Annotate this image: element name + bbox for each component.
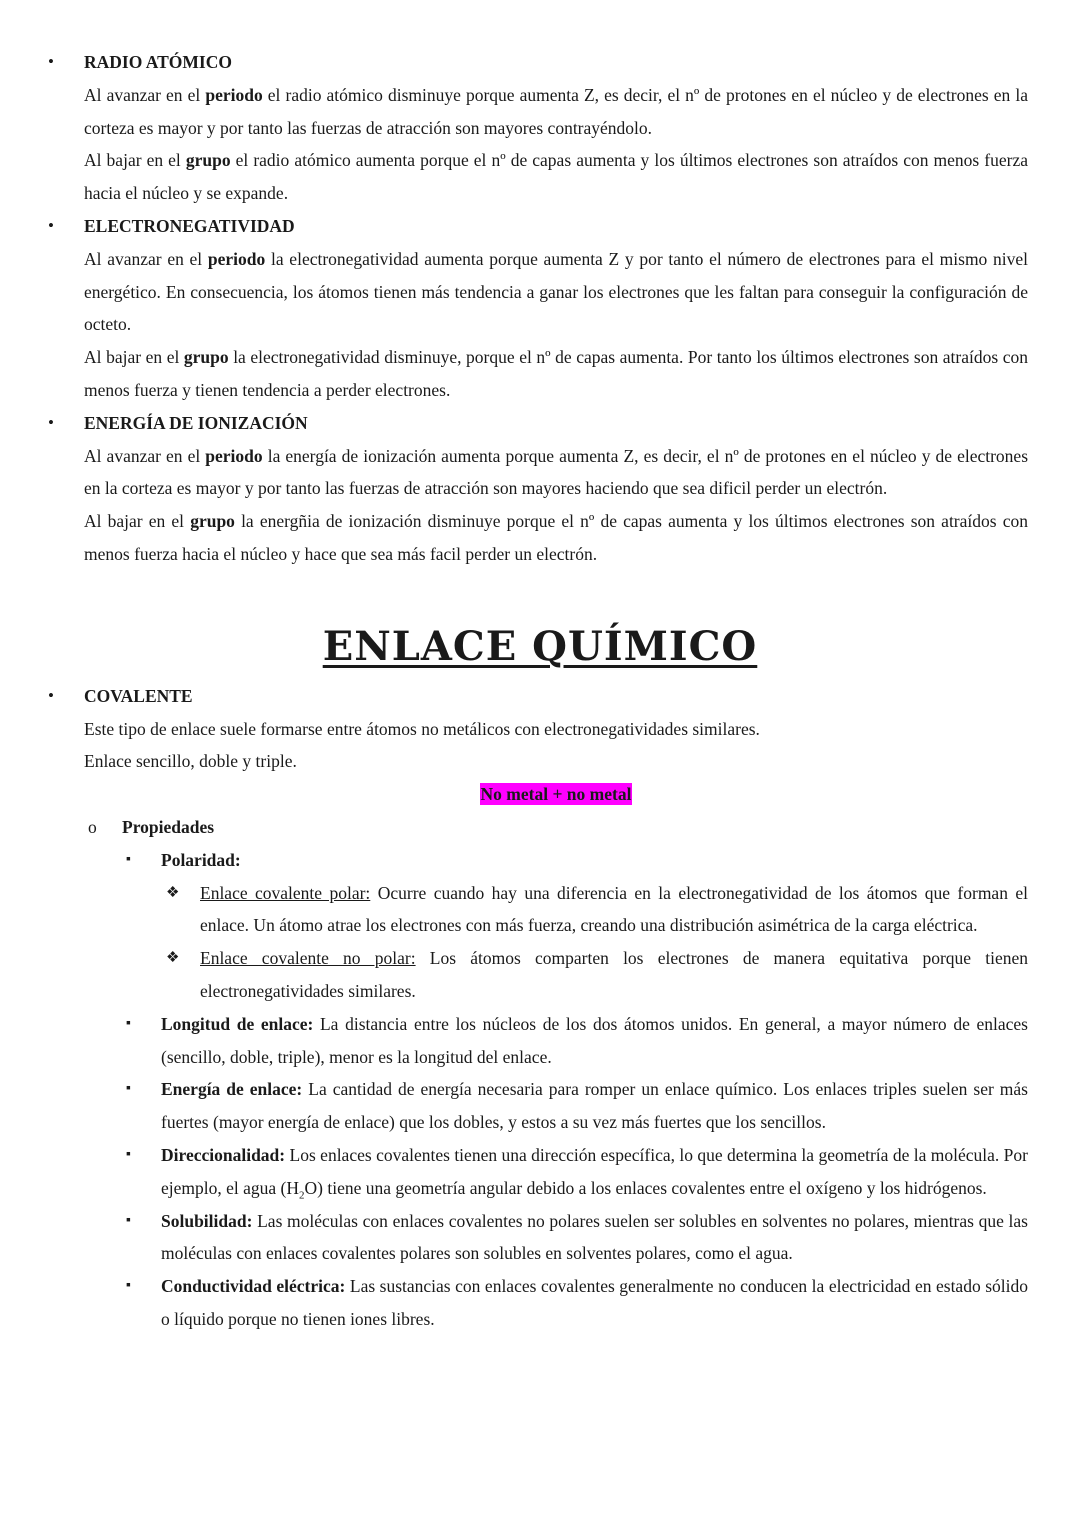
bullet-icon: • xyxy=(48,215,54,235)
longitud-item xyxy=(0,1008,1080,1074)
paragraph: Enlace sencillo, doble y triple. xyxy=(84,751,297,772)
paragraph: Al avanzar en el periodo el radio atómico disminuye porque aumenta Z, es decir, el nº de protones en el núcleo y de electrones en la corteza es mayor y por tanto las fuerzas de atracción son mayores contrayéndolo. xyxy=(84,84,1029,138)
square-bullet-icon: ▪ xyxy=(126,1015,131,1031)
paragraph: Al avanzar en el periodo la electronegatividad aumenta porque aumenta Z y por tanto el número de electrones para el mismo nivel energético. En consecuencia, los átomos tienen más tendencia a ganar los electrones que les faltan para conseguir la configuración de octeto. xyxy=(84,248,1028,335)
section-energia-ionizacion xyxy=(0,407,1080,571)
paragraph: Conductividad eléctrica: Las sustancias con enlaces covalentes generalmente no conducen la electricidad en estado sólido o líquido porque no tienen iones libres. xyxy=(161,1276,1028,1329)
circle-bullet-icon: o xyxy=(88,816,97,837)
bullet-icon: • xyxy=(48,685,54,705)
paragraph: Energía de enlace: La cantidad de energía necesaria para romper un enlace químico. Los enlaces triples suelen ser más fuertes (mayor energía de enlace) que los dobles, y estos a su vez más fuertes que los sencillos. xyxy=(161,1079,1028,1133)
paragraph: Al bajar en el grupo la energñia de ionización disminuye porque el nº de capas aumenta y los últimos electrones son atraídos con menos fuerza hacia el núcleo y hace que sea más facil perder un electrón. xyxy=(84,511,1028,564)
diamond-bullet-icon: ❖ xyxy=(166,950,180,967)
polaridad-item xyxy=(0,844,1080,877)
subheading: Polaridad: xyxy=(161,849,241,870)
page-title: ENLACE QUÍMICO xyxy=(322,622,758,670)
subheading: Propiedades xyxy=(122,816,215,837)
conductividad-item xyxy=(0,1270,1080,1336)
paragraph: Direccionalidad: Los enlaces covalentes tienen una dirección específica, lo que determina la geometría de la molécula. Por ejemplo, el agua $(H_2O)$ tiene una geometría angular debido a los enlaces covalentes entre el oxígeno y los hidrógenos. xyxy=(161,1144,1028,1202)
polar-item xyxy=(0,877,1080,943)
diamond-bullet-icon: ❖ xyxy=(166,884,180,901)
section-heading: ENERGÍA DE IONIZACIÓN xyxy=(84,412,308,433)
paragraph: Al bajar en el grupo el radio atómico aumenta porque el nº de capas aumenta y los últimos electrones son atraídos con menos fuerza hacia el núcleo y se expande. xyxy=(84,150,1028,204)
solubilidad-item xyxy=(0,1205,1080,1271)
section-heading: ELECTRONEGATIVIDAD xyxy=(84,215,295,236)
paragraph: Solubilidad: Las moléculas con enlaces covalentes no polares suelen ser solubles en solventes no polares, mientras que las moléculas con enlaces covalentes polares son solubles en solventes polares, como el agua. xyxy=(161,1210,1028,1264)
square-bullet-icon: ▪ xyxy=(126,1212,131,1228)
bullet-icon: • xyxy=(48,412,54,432)
section-heading: RADIO ATÓMICO xyxy=(84,52,232,72)
section-heading: COVALENTE xyxy=(84,685,193,706)
section-electronegatividad xyxy=(0,210,1080,407)
paragraph: Enlace covalente polar: Ocurre cuando hay una diferencia en la electronegatividad de los átomos que forman el enlace. Un átomo atrae los electrones con más fuerza, creando una distribución asimétrica de la carga eléctrica. xyxy=(200,882,1028,936)
highlight-line xyxy=(0,778,1080,811)
paragraph: Longitud de enlace: La distancia entre los núcleos de los dos átomos unidos. En general, a mayor número de enlaces (sencillo, doble, triple), menor es la longitud del enlace. xyxy=(161,1013,1028,1067)
paragraph: Al avanzar en el periodo la energía de ionización aumenta porque aumenta Z, es decir, el nº de protones en el núcleo y de electrones en la corteza es mayor y por tanto las fuerzas de atracción son mayores haciendo que sea dificil perder un electrón. xyxy=(84,445,1029,499)
square-bullet-icon: ▪ xyxy=(126,851,131,867)
direccionalidad-item xyxy=(0,1139,1080,1205)
paragraph: Enlace covalente no polar: Los átomos comparten los electrones de manera equitativa porque tienen electronegatividades similares. xyxy=(200,948,1029,1001)
highlight-text: No metal + no metal xyxy=(480,784,632,805)
energia-item xyxy=(0,1073,1080,1139)
square-bullet-icon: ▪ xyxy=(126,1081,131,1097)
bullet-icon: • xyxy=(48,52,54,71)
title-container xyxy=(0,616,1080,678)
paragraph: Este tipo de enlace suele formarse entre átomos no metálicos con electronegatividades similares. xyxy=(84,718,760,739)
square-bullet-icon: ▪ xyxy=(126,1146,131,1162)
propiedades-item xyxy=(0,811,1080,844)
section-covalente xyxy=(0,680,1080,778)
square-bullet-icon: ▪ xyxy=(126,1278,131,1294)
section-radio-atomico xyxy=(0,46,1080,210)
document-page xyxy=(0,46,1080,1336)
nopolar-item xyxy=(0,942,1080,1008)
paragraph: Al bajar en el grupo la electronegatividad disminuye, porque el nº de capas aumenta. Por tanto los últimos electrones son atraídos con menos fuerza y tienen tendencia a perder electrones. xyxy=(84,347,1028,400)
